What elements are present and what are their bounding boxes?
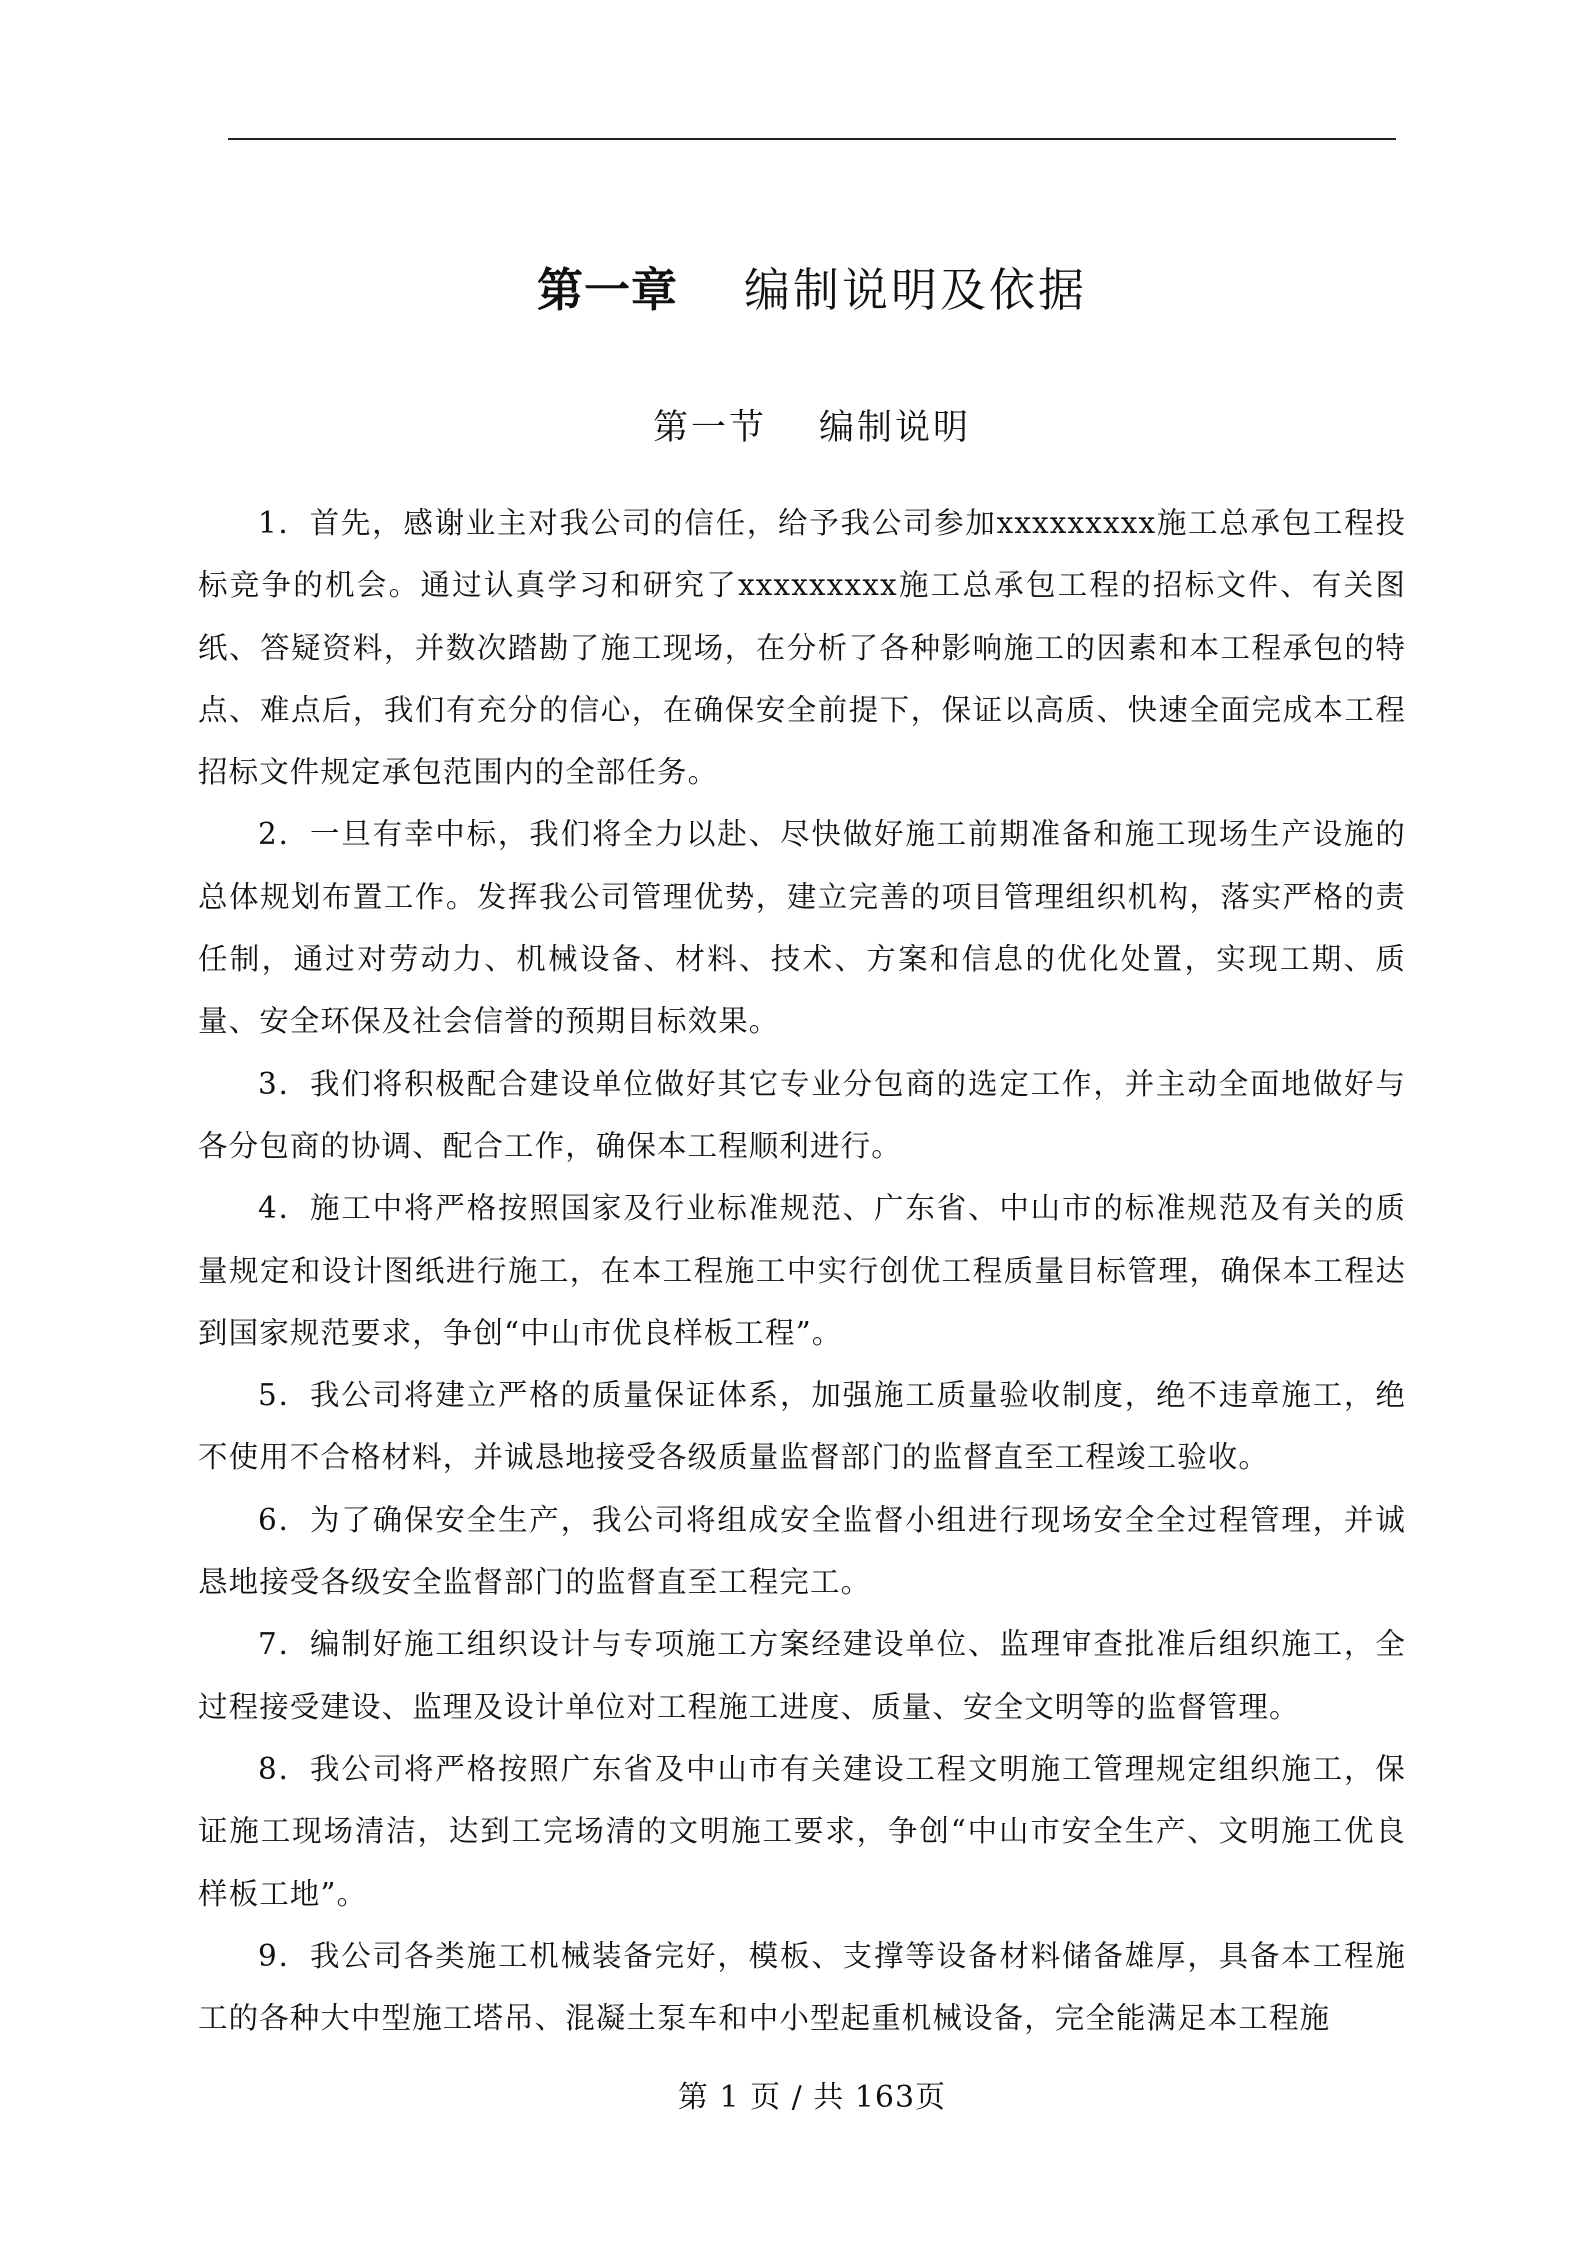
- paragraph-9: 9．我公司各类施工机械装备完好，模板、支撑等设备材料储备雄厚，具备本工程施工的各种大中型施工塔吊、混凝土泵车和中小型起重机械设备，完全能满足本工程施: [198, 1938, 1406, 2036]
- paragraph-7: 7．编制好施工组织设计与专项施工方案经建设单位、监理审查批准后组织施工，全过程接受建设、监理及设计单位对工程施工进度、质量、安全文明等的监督管理。: [198, 1627, 1406, 1724]
- body-text: [198, 492, 1406, 2049]
- paragraph-3: 3．我们将积极配合建设单位做好其它专业分包商的选定工作，并主动全面地做好与各分包商的协调、配合工作，确保本工程顺利进行。: [198, 1066, 1406, 1163]
- section-number: 第一节: [652, 408, 767, 448]
- chapter-heading: [228, 250, 1396, 330]
- section-title: 编制说明: [819, 408, 972, 448]
- paragraph-8: 8．我公司将严格按照广东省及中山市有关建设工程文明施工管理规定组织施工，保证施工现场清洁，达到工完场清的文明施工要求，争创“中山市安全生产、文明施工优良样板工地”。: [198, 1751, 1406, 1911]
- section-heading: [228, 398, 1396, 458]
- chapter-number: 第一章: [537, 263, 678, 317]
- paragraph-4: 4．施工中将严格按照国家及行业标准规范、广东省、中山市的标准规范及有关的质量规定和设计图纸进行施工，在本工程施工中实行创优工程质量目标管理，确保本工程达到国家规范要求，争创“中山市优良样板工程”。: [198, 1191, 1406, 1350]
- paragraph-6: 6．为了确保安全生产，我公司将组成安全监督小组进行现场安全全过程管理，并诚恳地接受各级安全监督部门的监督直至工程完工。: [198, 1502, 1406, 1600]
- paragraph-1: 1．首先，感谢业主对我公司的信任，给予我公司参加xxxxxxxxx施工总承包工程投标竞争的机会。通过认真学习和研究了xxxxxxxxx施工总承包工程的招标文件、有关图纸、答疑资料，并数次踏勘了施工现场，在分析了各种影响施工的因素和本工程承包的特点、难点后，我们有充分的信心，在确保安全前提下，保证以高质、快速全面完成本工程招标文件规定承包范围内的全部任务。: [198, 506, 1406, 790]
- header-rule: [228, 138, 1396, 140]
- chapter-title: 编制说明及依据: [744, 263, 1087, 317]
- paragraph-5: 5．我公司将建立严格的质量保证体系，加强施工质量验收制度，绝不违章施工，绝不使用不合格材料，并诚恳地接受各级质量监督部门的监督直至工程竣工验收。: [198, 1378, 1406, 1475]
- paragraph-2: 2．一旦有幸中标，我们将全力以赴、尽快做好施工前期准备和施工现场生产设施的总体规划布置工作。发挥我公司管理优势，建立完善的项目管理组织机构，落实严格的责任制，通过对劳动力、机械设备、材料、技术、方案和信息的优化处置，实现工期、质量、安全环保及社会信誉的预期目标效果。: [198, 817, 1406, 1039]
- page-footer: 第 1 页 / 共 163页: [677, 2080, 947, 2115]
